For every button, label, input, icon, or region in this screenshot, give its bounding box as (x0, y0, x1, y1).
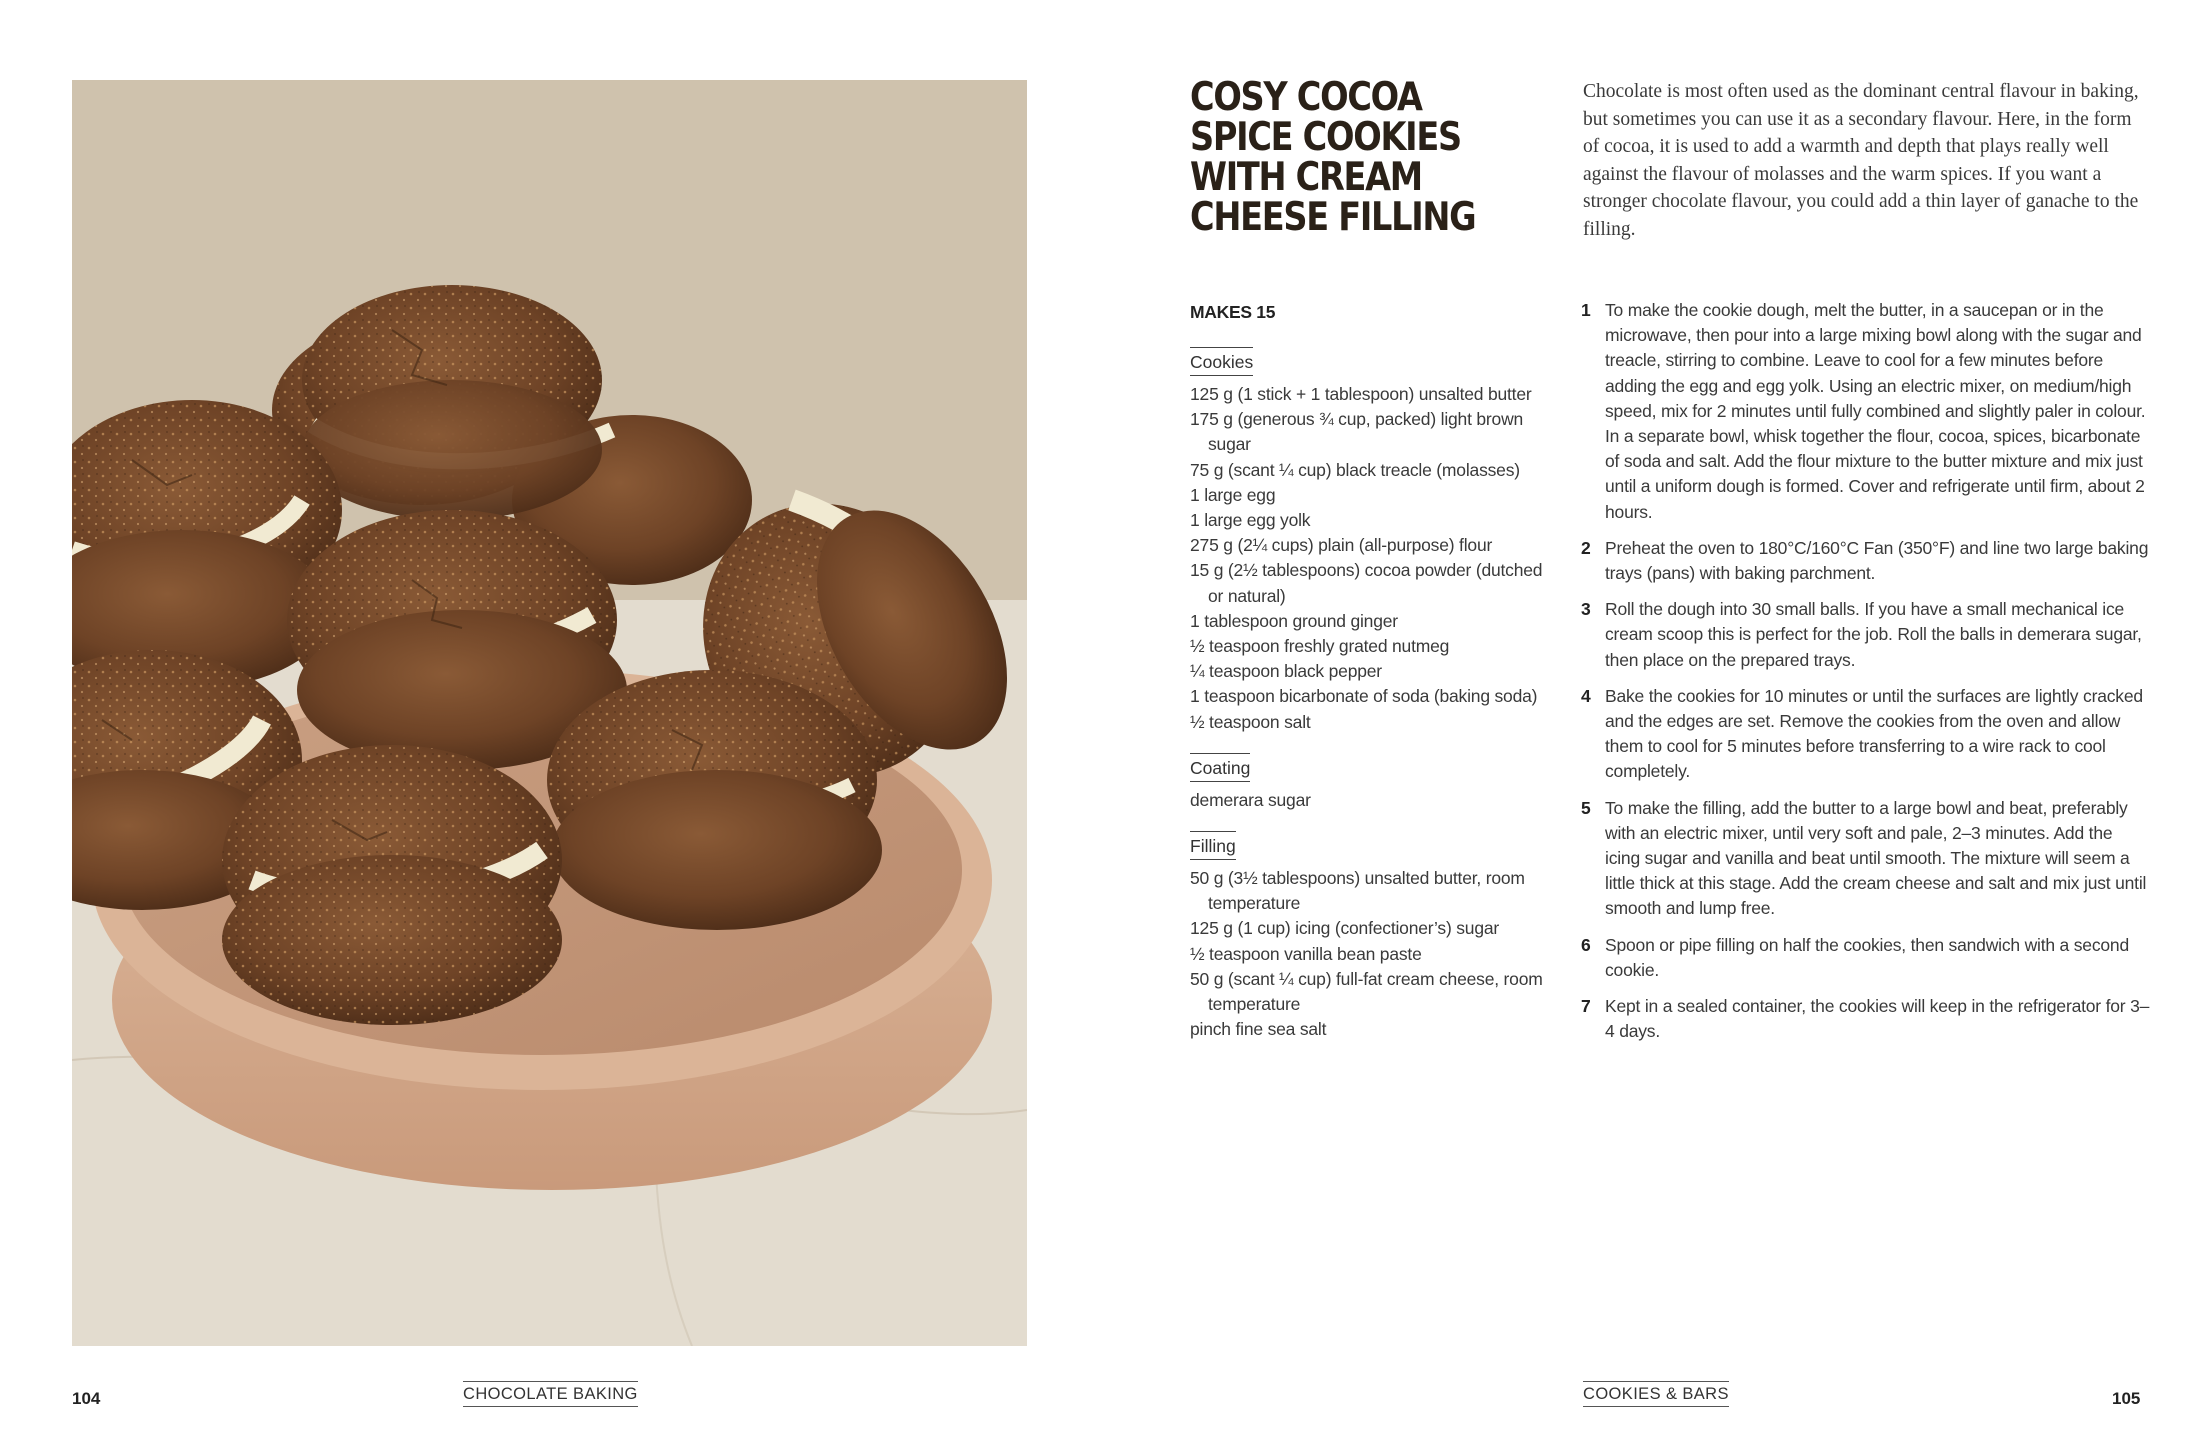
recipe-intro: Chocolate is most often used as the dominant central flavour in baking, but sometimes you can use it as a secondary flavour. Here, in the form of cocoa, it is used to add a warmth and depth that plays really well against the flavour of molasses and the warm spices. If you want a stronger chocolate flavour, you could add a thin layer of ganache to the filling. (1583, 81, 2139, 240)
page-number-left: 104 (72, 1389, 101, 1408)
section-heading: Coating (1190, 753, 1250, 782)
ingredients-column (1190, 302, 1545, 1060)
ingredient-section-filling (1190, 831, 1545, 1042)
yield-label: MAKES 15 (1190, 302, 1276, 322)
ingredient-section-coating (1190, 753, 1545, 813)
method-step (1581, 933, 2151, 983)
ingredient-item: 1 tablespoon ground ginger (1190, 610, 1398, 631)
ingredient-item: 275 g (2¼ cups) plain (all-purpose) flour (1190, 535, 1493, 556)
section-heading: Filling (1190, 831, 1236, 860)
ingredient-item: 50 g (3½ tablespoons) unsalted butter, room temperature (1190, 868, 1525, 914)
method-step (1581, 536, 2151, 586)
cookie-sandwich-photo (72, 80, 1027, 1346)
step-number: 3 (1581, 599, 1591, 620)
ingredient-item: 15 g (2½ tablespoons) cocoa powder (dutched or natural) (1190, 560, 1543, 606)
method-step (1581, 994, 2151, 1044)
section-heading: Cookies (1190, 347, 1253, 376)
ingredient-item: demerara sugar (1190, 789, 1311, 810)
ingredient-item: 125 g (1 stick + 1 tablespoon) unsalted butter (1190, 384, 1532, 404)
page-number-right: 105 (2112, 1389, 2141, 1408)
step-text: Preheat the oven to 180°C/160°C Fan (350°F) and line two large baking trays (pans) with baking parchment. (1605, 537, 2149, 584)
ingredient-item: 1 large egg (1190, 484, 1276, 505)
step-number: 1 (1581, 300, 1591, 320)
ingredient-item: 1 teaspoon bicarbonate of soda (baking soda) (1190, 686, 1538, 707)
step-text: To make the filling, add the butter to a large bowl and beat, preferably with an electric mixer, until very soft and pale, 2–3 minutes. Add the icing sugar and vanilla and beat until smooth. The mixture will seem a little thick at this stage. Add the cream cheese and salt and mix just until smooth and lump free. (1605, 797, 2147, 919)
method-step (1581, 597, 2151, 673)
step-text: Spoon or pipe filling on half the cookies, then sandwich with a second cookie. (1605, 934, 2129, 980)
ingredient-item: ½ teaspoon salt (1190, 711, 1311, 732)
method-step (1581, 796, 2151, 922)
ingredient-item: 1 large egg yolk (1190, 510, 1311, 531)
step-text: Kept in a sealed container, the cookies will keep in the refrigerator for 3–4 days. (1605, 996, 2150, 1042)
running-head-right: COOKIES & BARS (1583, 1381, 1729, 1407)
step-text: Roll the dough into 30 small balls. If you have a small mechanical ice cream scoop this is perfect for the job. Roll the balls in demerara sugar, then place on the prepared trays. (1605, 599, 2142, 670)
ingredient-list (1190, 788, 1545, 813)
ingredient-item: ½ teaspoon vanilla bean paste (1190, 943, 1422, 964)
running-head-left: CHOCOLATE BAKING (463, 1381, 638, 1407)
step-number: 4 (1581, 685, 1591, 706)
ingredient-item: 175 g (generous ¾ cup, packed) light brown sugar (1190, 409, 1524, 455)
ingredient-list (1190, 866, 1545, 1042)
step-number: 5 (1581, 797, 1591, 818)
ingredient-item: 125 g (1 cup) icing (confectioner’s) sugar (1190, 918, 1500, 939)
method-steps (1581, 298, 2151, 1055)
ingredient-section-cookies (1190, 347, 1545, 735)
step-number: 7 (1581, 996, 1591, 1017)
ingredient-item: 50 g (scant ¼ cup) full-fat cream cheese, room temperature (1190, 968, 1543, 1015)
step-number: 6 (1581, 934, 1591, 955)
step-text: Bake the cookies for 10 minutes or until the surfaces are lightly cracked and the edges are set. Remove the cookies from the oven and allow them to cool for 5 minutes before transferring to a wire rack to cool completely. (1605, 685, 2143, 782)
ingredient-item: ¼ teaspoon black pepper (1190, 661, 1382, 682)
method-step (1581, 684, 2151, 785)
method-step (1581, 298, 2151, 525)
ingredient-item: ½ teaspoon freshly grated nutmeg (1190, 636, 1450, 657)
ingredient-item: pinch fine sea salt (1190, 1019, 1327, 1040)
ingredient-item: 75 g (scant ¼ cup) black treacle (molasses) (1190, 459, 1520, 480)
step-number: 2 (1581, 537, 1591, 558)
step-text: To make the cookie dough, melt the butter, in a saucepan or in the microwave, then pour into a large mixing bowl along with the sugar and treacle, stirring to combine. Leave to cool for a few minutes before adding the egg and egg yolk. Using an electric mixer, on medium/high speed, mix for 2 minutes until fully combined and slightly paler in colour. In a separate bowl, whisk together the flour, cocoa, spices, bicarbonate of soda and salt. Add the flour mixture to the butter mixture and mix just until a uniform dough is formed. Cover and refrigerate until firm, about 2 hours. (1605, 300, 2146, 522)
recipe-title: COSY COCOA SPICE COOKIES WITH CREAM CHEESE FILLING (1190, 75, 1476, 240)
ingredient-list (1190, 382, 1545, 735)
